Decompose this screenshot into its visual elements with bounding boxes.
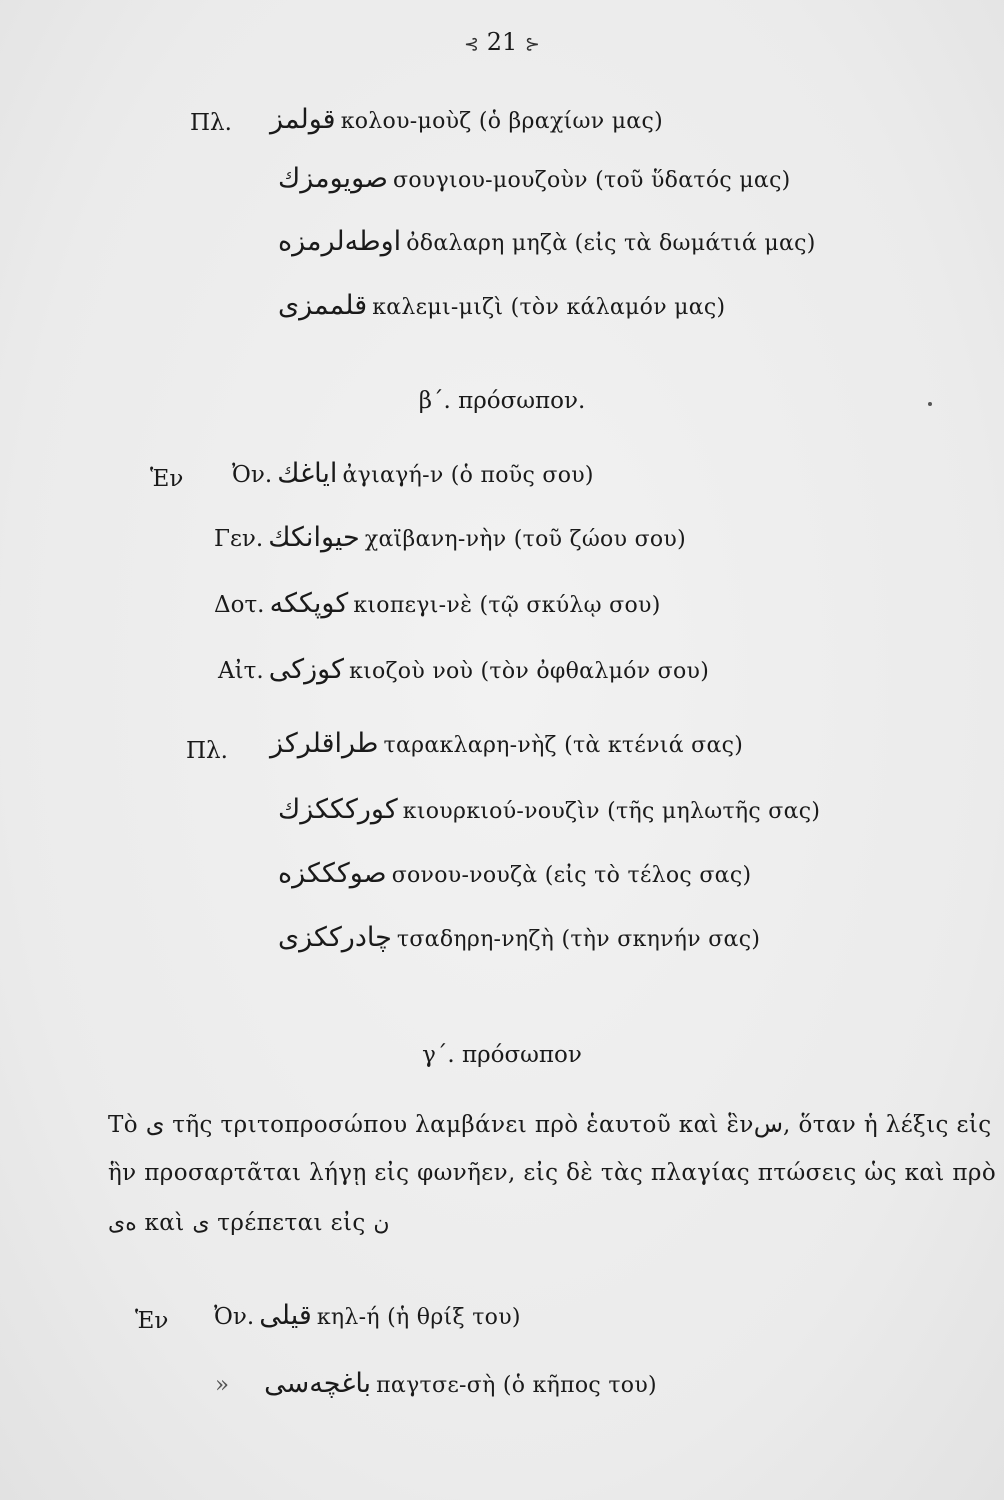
arabic-word: اياغك: [277, 458, 338, 489]
greek-transliteration: σουγιου-μουζοὺν (τοῦ ὕδατός μας): [393, 168, 791, 193]
page-header: [0, 28, 1004, 56]
section-heading: β΄. πρόσωπον.: [418, 388, 586, 414]
declension-row: [218, 654, 709, 685]
greek-transliteration: χαϊβανη-νὴν (τοῦ ζώου σου): [364, 527, 686, 552]
arabic-letter: ن: [373, 1211, 390, 1236]
arabic-word: اوطه‌لرمزه: [278, 226, 402, 257]
greek-transliteration: παγτσε-σὴ (ὁ κῆπος του): [376, 1373, 657, 1398]
greek-transliteration: ὀδαλαρη μηζὰ (εἰς τὰ δωμάτιά μας): [406, 231, 816, 256]
declension-row: [278, 922, 760, 953]
number-label-plural: Πλ.: [186, 738, 228, 764]
case-label: Ὀν.: [232, 462, 273, 488]
number-label-singular: Ἑν: [150, 466, 184, 492]
declension-row: [214, 522, 686, 553]
declension-row: [214, 1300, 521, 1331]
declension-row: [278, 163, 791, 194]
arabic-word: قولمز: [270, 104, 336, 135]
case-label: Δοτ.: [214, 592, 265, 618]
declension-row: [270, 104, 663, 135]
declension-row: [278, 226, 816, 257]
paragraph-text: , ὅταν ἡ λέξις εἰς: [783, 1112, 992, 1138]
greek-transliteration: κηλ-ή (ἡ θρίξ του): [316, 1305, 521, 1330]
section-heading: γ΄. πρόσωπον: [422, 1042, 582, 1068]
paragraph-line: [108, 1210, 988, 1236]
number-label-singular: Ἑν: [135, 1308, 169, 1334]
greek-transliteration: κιουρκιού-νουζὶν (τῆς μηλωτῆς σας): [402, 799, 821, 824]
greek-transliteration: κιοζοὺ νοὺ (τὸν ὀφθαλμόν σου): [349, 659, 710, 684]
case-label: Ὀν.: [214, 1304, 255, 1330]
ditto-mark: »: [215, 1372, 230, 1398]
arabic-word: كوپككه: [269, 588, 349, 619]
paragraph-line: [108, 1160, 997, 1186]
arabic-word: حيوانكك: [268, 522, 360, 553]
arabic-word: صويومزك: [278, 163, 388, 194]
case-label: Γεν.: [214, 526, 264, 552]
arabic-word: قيلی: [259, 1300, 312, 1331]
declension-row: [278, 858, 751, 889]
arabic-word: قلممزی: [278, 290, 368, 321]
paragraph-text: Τὸ: [108, 1112, 138, 1138]
declension-row: [270, 728, 743, 759]
arabic-word: طراقلركز: [270, 728, 379, 759]
header-ornament-left: ⊰: [463, 34, 480, 55]
paragraph-text: τῆς τριτοπροσώπου λαμβάνει πρὸ ἑαυτοῦ καὶ ἓν: [172, 1112, 754, 1138]
arabic-word: چادرككزی: [278, 922, 392, 953]
declension-row: [232, 458, 594, 489]
arabic-letter: ى: [108, 1211, 126, 1236]
greek-transliteration: κολου-μοὺζ (ὁ βραχίων μας): [340, 109, 663, 134]
declension-row: [278, 290, 725, 321]
arabic-word: كوزكی: [268, 654, 344, 685]
arabic-letter: ى: [192, 1211, 210, 1236]
arabic-word: باغچه‌سی: [264, 1368, 372, 1399]
greek-transliteration: ἀγιαγή-ν (ὁ ποῦς σου): [342, 463, 594, 488]
declension-row: [278, 794, 820, 825]
arabic-letter: ه: [125, 1211, 137, 1236]
paragraph-text: τρέπεται εἰς: [217, 1210, 366, 1236]
page-number: 21: [486, 28, 518, 56]
arabic-letter: ی: [145, 1110, 165, 1138]
case-label: Αἰτ.: [218, 658, 264, 684]
paragraph-line: [108, 1110, 992, 1138]
declension-row: [215, 1368, 657, 1399]
greek-transliteration: σονου-νουζὰ (εἰς τὸ τέλος σας): [391, 863, 752, 888]
arabic-word: صوكككزه: [278, 858, 387, 889]
arabic-word: كوركككزك: [278, 794, 398, 825]
greek-transliteration: ταρακλαρη-νὴζ (τὰ κτένιά σας): [383, 733, 744, 758]
greek-transliteration: τσαδηρη-νηζὴ (τὴν σκηνήν σας): [396, 927, 761, 952]
number-label-plural: Πλ.: [190, 110, 232, 136]
paragraph-text: καὶ: [144, 1210, 185, 1236]
arabic-letter: س: [753, 1110, 784, 1138]
paragraph-text: ἣν προσαρτᾶται λήγῃ εἰς φωνῆεν, εἰς δὲ τὰς πλαγίας πτώσεις ὡς καὶ πρὸ: [108, 1160, 997, 1186]
declension-row: [214, 588, 661, 619]
header-ornament-right: ⊱: [524, 34, 540, 55]
speck: [928, 402, 932, 406]
greek-transliteration: κιοπεγι-νὲ (τῷ σκύλῳ σου): [353, 593, 661, 618]
greek-transliteration: καλεμι-μιζὶ (τὸν κάλαμόν μας): [372, 295, 726, 320]
